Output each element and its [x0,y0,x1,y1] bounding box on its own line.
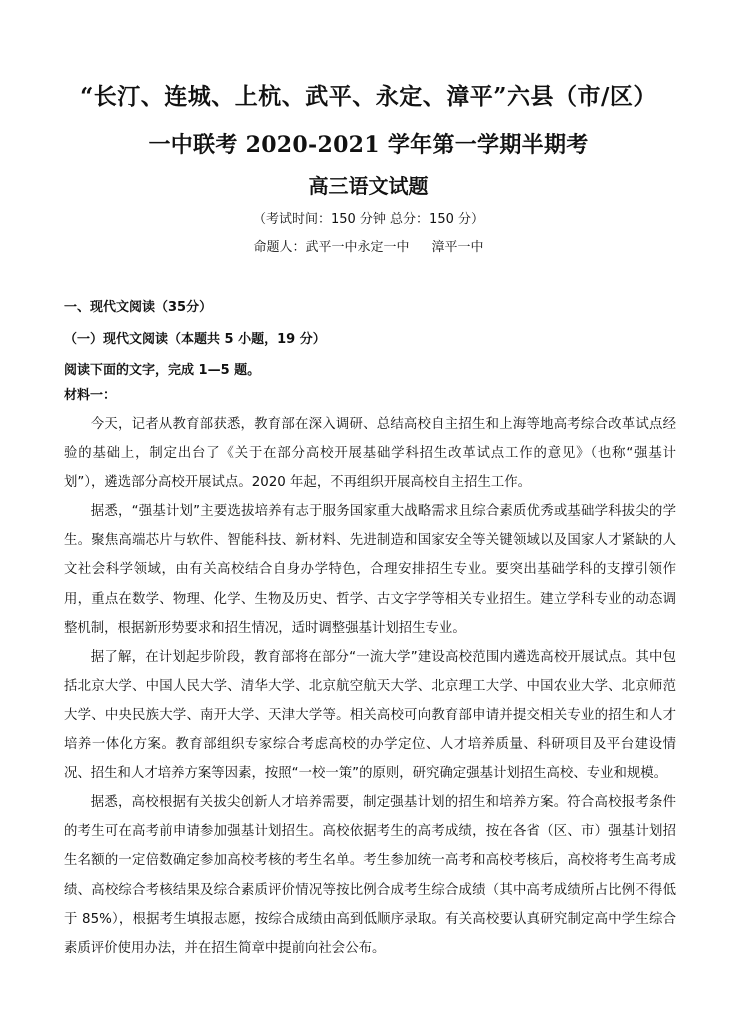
paragraph: 今天，记者从教育部获悉，教育部在深入调研、总结高校自主招生和上海等地高考综合改革试点经验的基础上，制定出台了《关于在部分高校开展基础学科招生改革试点工作的意见》（也称“强基计划”），遴选部分高校开展试点。2020 年起，不再组织开展高校自主招生工作。 [64,417,676,491]
subject-title: 高三语文试题 [308,174,429,198]
exam-title-line-1: “长汀、连城、上杭、武平、永定、漳平”六县（市/区） [80,83,657,110]
setters-label: 命题人：武平一中永定一中 [253,240,410,255]
exam-title-line-2: 一中联考 2020-2021 学年第一学期半期考 [148,132,589,158]
paragraph: 据悉，高校根据有关拔尖创新人才培养需要，制定强基计划的招生和培养方案。符合高校报考条件的考生可在高考前申请参加强基计划招生。高校依据考生的高考成绩，按在各省（区、市）强基计划招生名额的一定倍数确定参加高校考核的考生名单。考生参加统一高考和高校考核后，高校将考生高考成绩、高校综合考核结果及综合素质评价情况等按比例合成考生综合成绩（其中高考成绩所占比例不得低于 85%），根据考生填报志愿，按综合成绩由高到低顺序录取。有关高校要认真研究制定高中学生综合素质评价使用办法，并在招生简章中提前向社会公布。 [64,795,676,956]
part-heading: 一、现代文阅读（35分） [64,300,213,315]
setters-extra: 漳平一中 [431,240,484,255]
setters-line [0,236,737,255]
material-label: 材料一： [64,388,117,403]
sub-heading: （一）现代文阅读（本题共 5 小题，19 分） [64,332,326,347]
exam-info: （考试时间：150 分钟 总分：150 分） [252,212,485,227]
material-body [64,410,676,963]
reading-instruction: 阅读下面的文字，完成 1—5 题。 [64,363,261,378]
paragraph: 据了解，在计划起步阶段，教育部将在部分“一流大学”建设高校范围内遴选高校开展试点。其中包括北京大学、中国人民大学、清华大学、北京航空航天大学、北京理工大学、中国农业大学、北京师范大学、中央民族大学、南开大学、天津大学等。相关高校可向教育部申请并提交相关专业的招生和人才培养一体化方案。教育部组织专家综合考虑高校的办学定位、人才培养质量、科研项目及平台建设情况、招生和人才培养方案等因素，按照“一校一策”的原则，研究确定强基计划招生高校、专业和规模。 [64,649,676,782]
paragraph: 据悉，“强基计划”主要选拔培养有志于服务国家重大战略需求且综合素质优秀或基础学科拔尖的学生。聚焦高端芯片与软件、智能科技、新材料、先进制造和国家安全等关键领域以及国家人才紧缺的人文社会科学领域，由有关高校结合自身办学特色，合理安排招生专业。要突出基础学科的支撑引领作用，重点在数学、物理、化学、生物及历史、哲学、古文字学等相关专业招生。建立学科专业的动态调整机制，根据新形势要求和招生情况，适时调整强基计划招生专业。 [64,504,676,636]
